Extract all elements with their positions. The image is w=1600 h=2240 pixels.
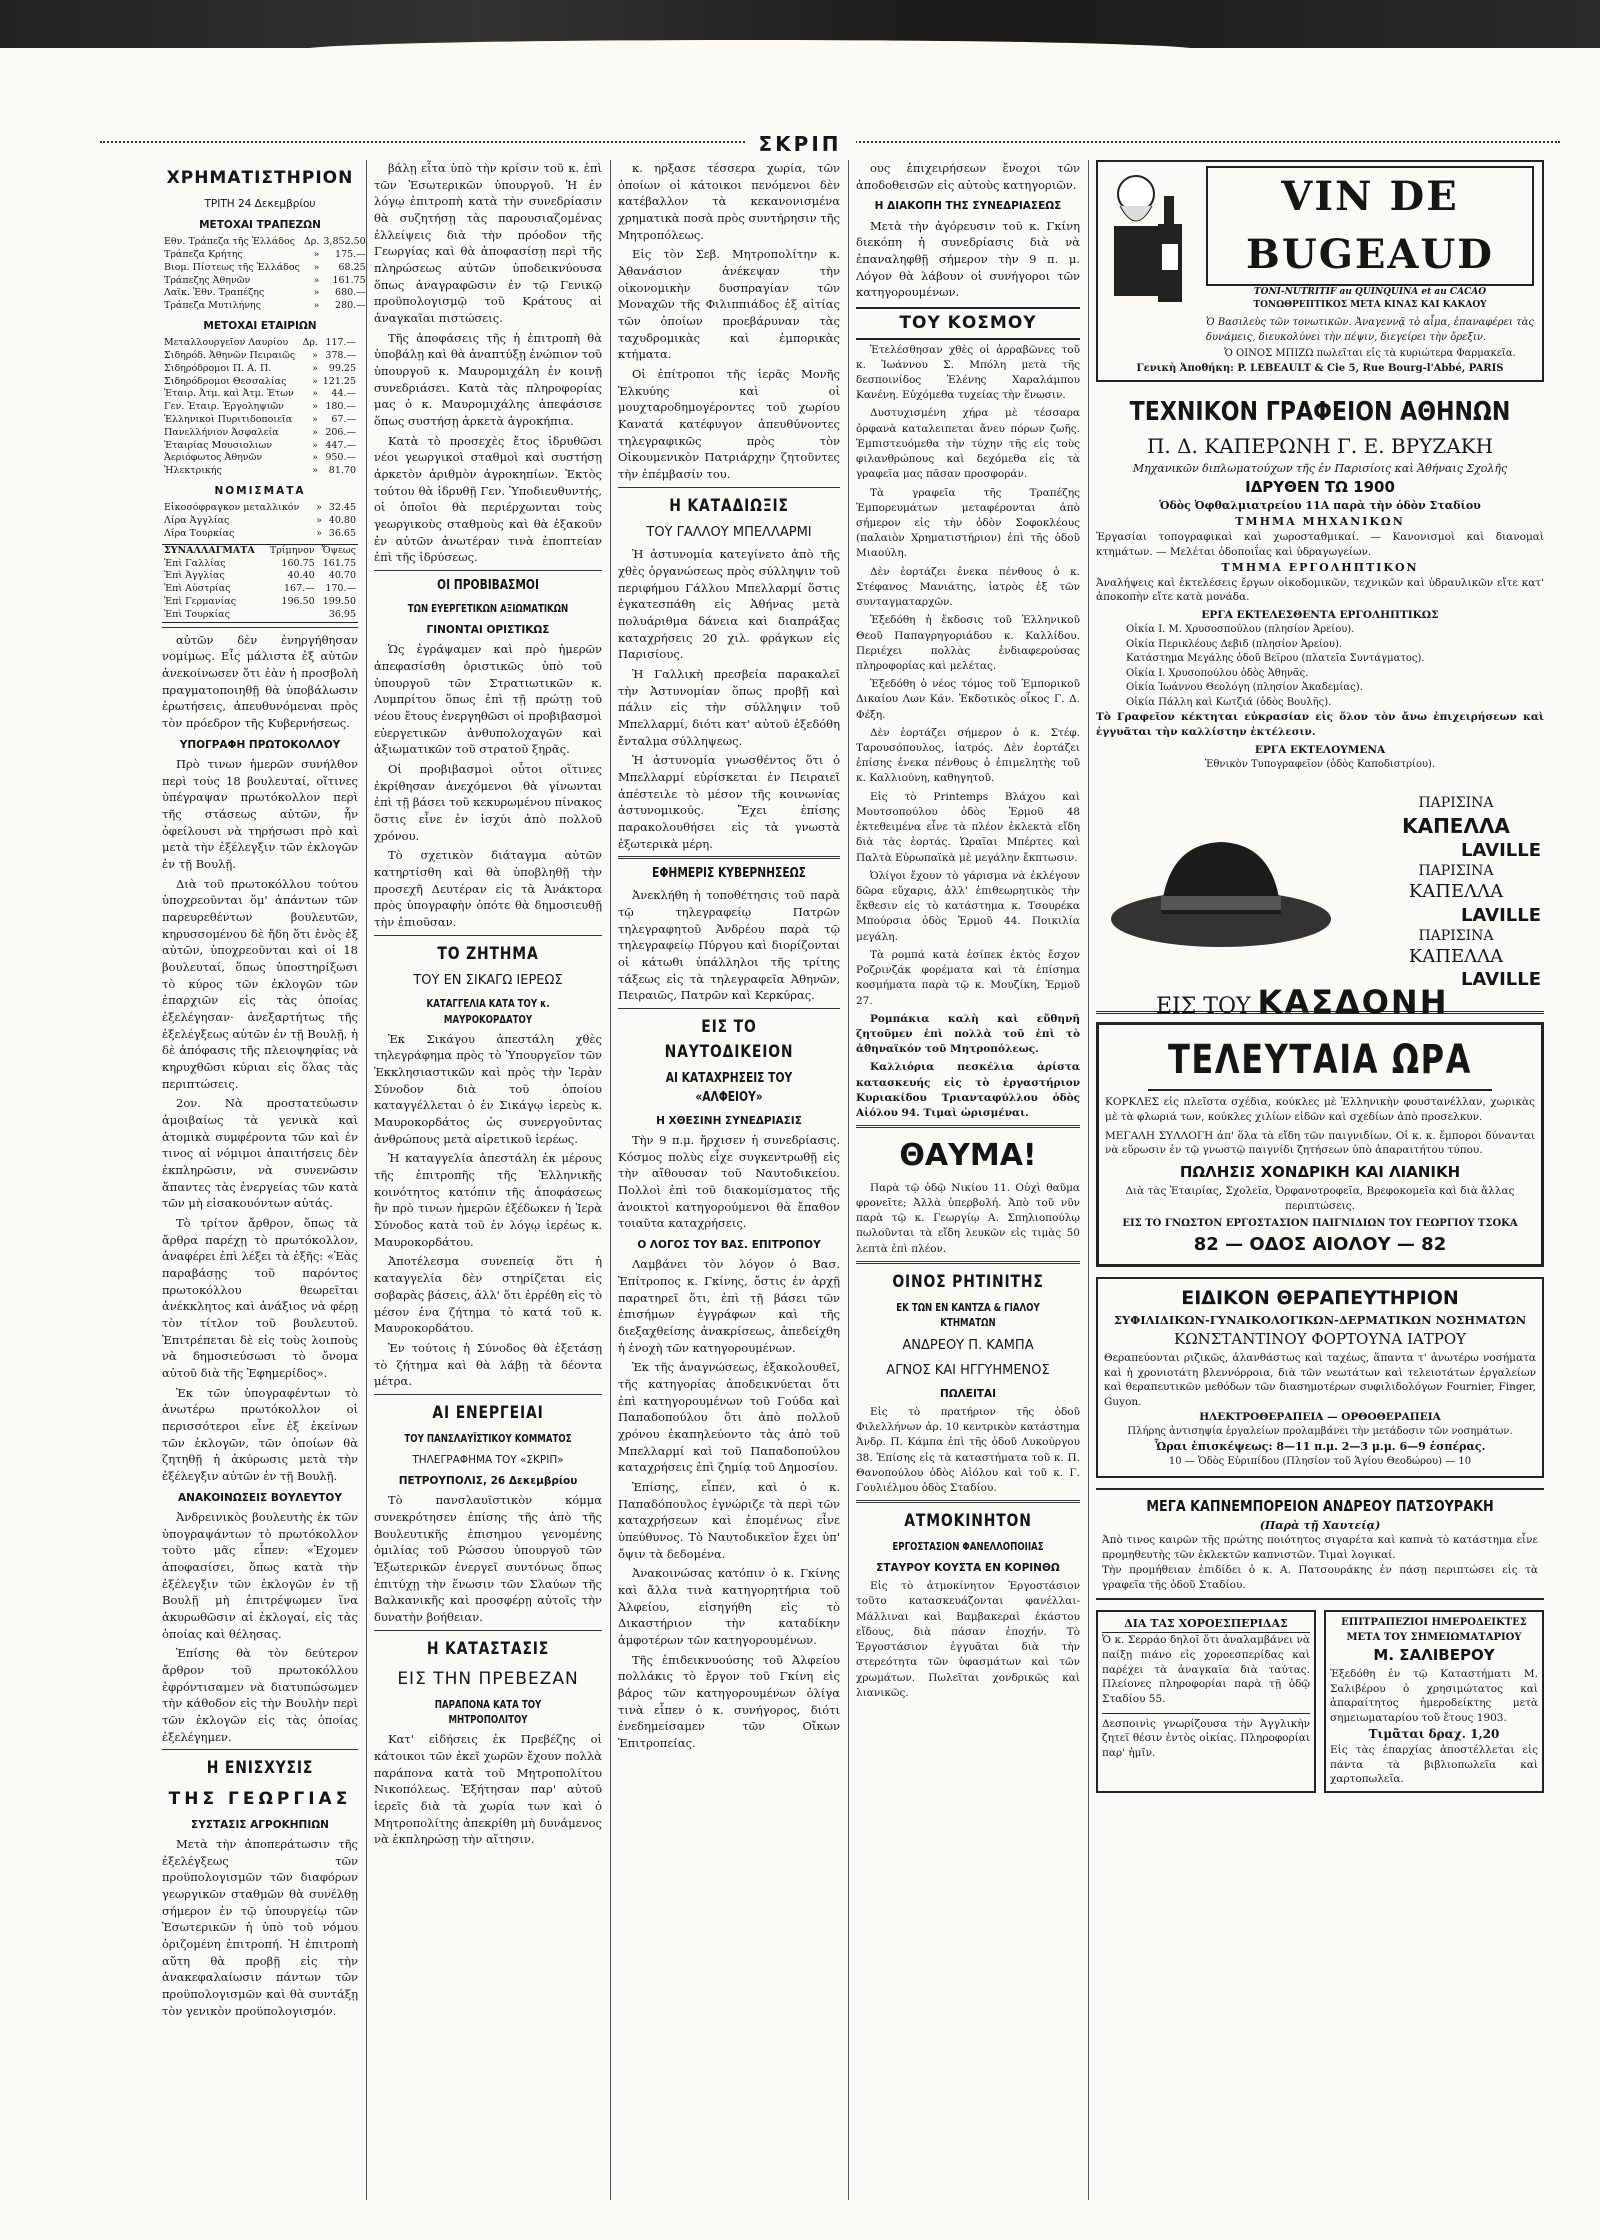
tech-work-item: Οἰκία Ἰωάννου Θεολόγη (πλησίον Ἀκαδεμίας). <box>1126 682 1363 694</box>
tech-works-title: ΕΡΓΑ ΕΚΤΕΛΕΣΘΕΝΤΑ ΕΡΓΟΛΗΠΤΙΚΩΣ <box>1201 609 1439 622</box>
company-row <box>162 452 358 465</box>
last-hour-ad <box>1096 1022 1544 1267</box>
paragraph: Ὀλίγοι ἔχουν τὸ γάρισμα νὰ ἐκλέγουν δῶρα εὔχαρις, ἀλλ' ἐπιθεωρητικὸς τὴν ἔκθεσιν εἰς τὸ κατάστημα κ. Τσουρέκα Μπούρσια ὁδὸς Ἑρμοῦ 44. Ποικιλία μεγάλη. <box>856 869 1080 943</box>
hat-ad <box>1096 784 1544 1022</box>
bank-row-cell: Τράπεζης Ἀθηνῶν <box>164 274 251 286</box>
company-row-cell: » <box>312 375 318 387</box>
tech-work-item: Οἰκία Ι. Μ. Χρυσοσπούλου (πλησίον Ἀρείου). <box>1126 624 1355 636</box>
paragraph: Ἀνακοινώσας κατόπιν ὁ κ. Γκίνης καὶ ἄλλα τινὰ κατηγορητήρια τοῦ Ἀλφείου, εἰσηγήθη εἰς τὸ Δικαστήριον τὴν καταδίκην ἀμφοτέρων τῶν κατηγορουμένων. <box>618 1566 840 1648</box>
company-row-cell: Δρ. <box>302 337 318 349</box>
coin-row-cell: 40.80 <box>328 515 356 527</box>
paragraph: Ἀποτέλεσμα συνεπείᾳ ὅτι ἡ καταγγελία δὲν στηρίζεται εἰς σοβαρὰς βάσεις, ἀλλ' ὅτι ἐρρέθη εἰς τὸ μέσον ἐνα ζήτημα τὸ κατά τοῦ κ. Μαυροκορδάτου. <box>374 1254 602 1336</box>
company-row-cell: » <box>312 349 318 361</box>
fx-row-cell: Ἐπὶ Γερμανίας <box>164 596 237 608</box>
coin-row-cell: » <box>316 502 323 514</box>
hat-line-2b: ΚΑΠΕΛΛΑ <box>1408 881 1504 903</box>
calendar-name: Μ. ΣΑΛΙΒΕΡΟΥ <box>1373 1646 1495 1665</box>
calendar-price: Τιμᾶται δραχ. 1,20 <box>1368 1726 1500 1741</box>
fx-row-cell: 40.40 <box>287 570 315 582</box>
paragraph: 2ον. Νὰ προστατεύωσιν ἀμοιβαίως τὰ γενικὰ καὶ ἀτομικὰ συμφέροντα τῶν καὶ ἐν τινος αἱ νόμιμοι ἀπαιτήσεις δὲν ἐκπληρῶσιν, νὰ συνενῶσιν ἅπαντες τὰς ἐνεργείας τῶν κατὰ τῶν μὴ εἰσακουόντων αὐτάς. <box>162 1096 358 1211</box>
tech-names: Π. Δ. ΚΑΠΕΡΩΝΗ Γ. Ε. ΒΡΥΖΑΚΗ <box>1146 433 1494 458</box>
hat-footer-2: ΚΑΣΔΟΝΗ <box>1257 983 1449 1022</box>
companies-heading: ΜΕΤΟΧΑΙ ΕΤΑΙΡΙΩΝ <box>203 319 317 332</box>
panslav-dateline: ΠΕΤΡΟΥΠΟΛΙΣ, 26 Δεκεμβρίου <box>398 1474 578 1487</box>
company-row-cell: Ἐταιρ. Ἀτμ. καὶ Ἀτμ. Ἐτων <box>164 388 294 400</box>
paragraph: Τὰ ρομπά κατὰ ἐσίπεκ ἐκτὸς ἔσχον Ροζρινζάκ φορέματα καὶ τὰ ἐπίσημα κοσμήματα παρὰ τῷ κ. Μουζίκη, Ἑρμοῦ 27. <box>856 948 1080 1007</box>
fx-row-cell: Ἐπὶ Αὐστρίας <box>164 583 231 595</box>
fx-row-cell: 196.50 <box>281 596 315 608</box>
last-hour-p1: ΚΟΡΚΛΕΣ εἰς πλεῖστα σχέδια, κούκλες μὲ Ἑλληνικὴν φουστανέλλαν, χωρικὰς μὲ τὰ φλωριά των, κούκλες χιλίων εἰδῶν καὶ σχεδίων ἀπὸ προσελκυν. <box>1105 1096 1535 1124</box>
paragraph: Ἐξεδόθη ἡ ἔκδοσις τοῦ Ἑλληνικοῦ Θεοῦ Παπαγρηγοριάδου κ. Καλλίδου. Περιέχει πολλὰς ἐνδιαφερούσας πληροφορίας καὶ μελέτας. <box>856 614 1080 672</box>
company-row-cell: 44.— <box>331 388 356 400</box>
bank-row <box>162 262 368 275</box>
clinic-electro-text: Πλήρης ἀντισηψία ἐργαλείων προλαμβάνει τὴν μετάδοσιν τῶν νοσημάτων. <box>1127 1425 1513 1437</box>
bank-row <box>162 275 368 288</box>
bank-row <box>162 287 368 300</box>
paragraph: Ἀνδρεινικὸς βουλευτὴς ἐκ τῶν ὑπογραψάντων τὸ πρωτόκολλον τοῦτο μᾶς εἶπεν: «Ἐχομεν ἀποφασίσει, ὅπως κατὰ τὴν ἐξέλεγξιν τῶν ἐκλογῶν ἐν τῇ Βουλῇ μὴ ἐπιτρέψωμεν ἵνα ἀκυρωθῶσιν αἱ ἐκλογαί, εἰς τὰς ὁποίας καὶ θέλησας. <box>162 1510 358 1641</box>
bank-row-cell: 680.— <box>335 287 366 299</box>
hat-line-1b: ΠΑΡΙΣΙΝΑ <box>1418 862 1494 879</box>
paragraph: Διὰ τοῦ πρωτοκόλλου τούτου ὑποχρεοῦνται ὅμ' ἀπάντων τῶν παρευρεθέντων βουλευτῶν, κηρυσσομένου δὲ ἤδη ὅτι ἐνὸς ἐξ αὐτῶν, ὑποχρεοῦνται καὶ οἱ 18 βουλευταί, ὅπως ὑποστηρίξωσι τὸ κύρος τῶν ἐκλογῶν τῶν ἐπαρχιῶν εἰς τὰς ὁποίας ἐξελέγησαν· ἀνεξαρτήτως τῆς ἐξελέγξεως αὐτῶν ἐν τῇ Βουλῇ, ἡ δὲ ἀπόφασις τῆς πλειοψηφίας νὰ κηρυχθῶσι κύριαι εἰς ὅλας τὰς περιπτώσεις. <box>162 876 358 1091</box>
paragraph: βάλῃ εἶτα ὑπὸ τὴν κρίσιν τοῦ κ. ἐπὶ τῶν Ἐσωτερικῶν ὑπουργοῦ. Ἡ ἐν λόγῳ ἐπιτροπὴ κατὰ τὴν συνεδρίασιν θὰ συζητήσῃ τὰς παρουσιαζομένας ἐλλείψεις διὰ τὴν πρόοδον τῆς Γεωργίας καὶ θὰ ἀποφασίσῃ περὶ τῆς πληρώσεως αὐτῶν ὑποδεικνύουσα ὅπως ἀναγραφῶσιν ἐν τῷ Γενικῷ προϋπολογισμῷ τοῦ Κράτους αἱ ἀναγκαῖαι πιστώσεις. <box>374 161 602 326</box>
company-row-cell: 117.— <box>325 337 356 349</box>
coin-row <box>162 528 358 541</box>
paragraph: Κατὰ τὸ προσεχὲς ἔτος ἱδρυθῶσι νέοι γεωργικοὶ σταθμοὶ καὶ συστήσῃ ἀρκετὸν ἀριθμὸν ἀγροκηπίων. Ἐκτὸς τούτου θὰ ἱδρυθῇ Γεν. Ὑποδιευθυντής, οἱ ὁποῖοι θὰ περιέρχωνται τοὺς γεωργικοὺς σταθμοὺς καὶ θὰ ἐξακοῦν ἐν αὐτῶν ἀνωτέραν τινὰ ἐποπτείαν ἐπὶ τῆς ἱδρύσεως. <box>374 433 602 565</box>
company-row-cell: Ἠλεκτρικής <box>164 465 222 477</box>
paragraph: Ἡ ἀστυνομία κατεγίνετο ἀπὸ τῆς χθὲς ὀργανώσεως πρὸς σύλληψιν τοῦ περιφήμου Γάλλου Μπελλαρμί ὅστις ἐγκατεσπάθη εἰς Ἀθήνας μετὰ πολυάριθμα δάνεια καὶ διαπράξας καταχρήσεις 20 χιλ. φράγκων εἰς Παρισίους. <box>618 547 840 662</box>
vin-agents: Γενικὴ Ἀποθήκη: P. LEBEAULT & Cie 5, Rue Bourg-l'Abbé, PARIS <box>1136 362 1504 374</box>
tobacco-text-2: Τὴν προμήθειαν ἐπιδίδει ὁ κ. Α. Πατσουράκης ἐν πάσῃ περιπτώσει εἰς τὰ γραφεῖα τῆς ὁδοῦ Σταδίου. <box>1102 1563 1538 1591</box>
bank-row-cell: 3,852.50 <box>323 236 366 248</box>
tech-section-1-text: Ἐργασίαι τοπογραφικαὶ καὶ χωροσταθμικαί. — Κανονισμοὶ καὶ διανομαὶ κτημάτων. — Μελέται ὁδοποιΐας καὶ ὑδραγωγείων. <box>1096 531 1544 559</box>
paragraph: Οἱ προβιβασμοὶ οὗτοι οἵτινες ἐκρίθησαν ἀνεχόμενοι θὰ γίνωνται ἐπὶ τῇ βάσει τοῦ κεκυρωμένου πίνακος ὅστις εἶνε ἐν ἰσχύι ἀπὸ πολλοῦ χρόνου. <box>374 762 602 843</box>
banks-table <box>162 236 368 313</box>
chase-heading-1: Η ΚΑΤΑΔΙΩΞΙΣ <box>669 495 789 516</box>
bank-row-cell: » <box>313 274 320 286</box>
tech-work-item: Οἰκία Πάλλη καὶ Κωτζιά (ὁδὸς Βουλῆς). <box>1126 696 1332 708</box>
last-hour-factory: ΕΙΣ ΤΟ ΓΝΩΣΤΟΝ ΕΡΓΟΣΤΑΣΙΟΝ ΠΑΙΓΝΙΔΙΩΝ ΤΟΥ ΓΕΩΡΓΙΟΥ ΤΣΟΚΑ <box>1122 1218 1518 1230</box>
paragraph: Ἐκ τῶν ὑπογραφέντων τὸ ἀνωτέρω πρωτόκολλον οἱ περισσότεροι εἶνε ἐξ ἐκείνων τῶν ἐκλογῶν, τῶν ὁποίων θὰ ζητηθῇ ἡ ἀκύρωσις μετὰ τὴν ἐξέλεγξιν αὐτῶν ἐν τῇ Βουλῇ. <box>162 1385 358 1484</box>
paragraph: Ἐπίσης θὰ τὸν δεύτερον ἄρθρον τοῦ πρωτοκόλλου ἐφρόντισαμεν νὰ διατυπώσωμεν τὴν κάθοδον εἰς τὴν Βουλὴν περὶ τῶν ἐκλογῶν εἰς τὰς ὁποίας ἐξελέγημεν. <box>162 1646 358 1744</box>
paragraph: Δὲν ἑορτάζει ἐνεκα πένθους ὁ κ. Στέφανος Μανιάτης, ἰατρὸς ἐξ τῶν συνταγματαρχῶν. <box>856 565 1080 609</box>
dance-title: ΔΙΑ ΤΑΣ ΧΟΡΟΕΣΠΕΡΙΔΑΣ <box>1102 1616 1310 1633</box>
priest-heading-3: ΚΑΤΑΓΓΕΛΙΑ ΚΑΤΑ ΤΟΥ κ. ΜΑΥΡΟΚΟΡΔΑΤΟΥ <box>426 998 550 1026</box>
clinic-ad <box>1096 1277 1544 1478</box>
clinic-doctor: ΚΩΝΣΤΑΝΤΙΝΟΥ ΦΟΡΤΟΥΝΑ ΙΑΤΡΟΥ <box>1173 1330 1467 1349</box>
fx-row-cell: 40.70 <box>328 570 356 582</box>
naval-court-heading-1: ΕΙΣ ΤΟ ΝΑΥΤΟΔΙΚΕΙΟΝ <box>664 1016 794 1062</box>
miracle-ad-heading: ΘΑΥΜΑ! <box>899 1138 1037 1174</box>
column-rule <box>1088 160 1089 2200</box>
company-row <box>162 401 358 414</box>
bank-row-cell: 175.— <box>335 248 366 260</box>
vin-title: VIN DE BUGEAUD <box>1206 166 1534 286</box>
paragraph: Μετὰ τὴν ἀγόρευσιν τοῦ κ. Γκίνη διεκόπη ἡ συνεδρίασις διὰ νὰ ἐπαναληφθῇ σήμερον τὴν 9 π. μ. Λόγον θὰ λάβουν οἱ συνήγοροι τῶν κατηγορουμένων. <box>856 218 1080 300</box>
paper-name: ΣΚΡΙΠ <box>745 132 856 156</box>
promotions-heading-3: ΓΙΝΟΝΤΑΙ ΟΡΙΣΤΙΚΩΣ <box>426 624 550 637</box>
hat-line-2c: ΚΑΠΕΛΛΑ <box>1408 946 1504 968</box>
calendar-title-1: ΕΠΙΤΡΑΠΕΖΙΟΙ ΗΜΕΡΟΔΕΙΚΤΕΣ <box>1341 1617 1527 1629</box>
company-row <box>162 337 358 350</box>
priest-heading-1: ΤΟ ΖΗΤΗΜΑ <box>437 943 539 964</box>
bank-row-cell: Τράπεζα Μυτιλήνης <box>164 300 262 312</box>
fx-row-cell: 160.75 <box>281 557 315 569</box>
tech-title: ΤΕΧΝΙΚΟΝ ΓΡΑΦΕΙΟΝ ΑΘΗΝΩΝ <box>1129 397 1511 428</box>
masthead <box>0 132 1600 156</box>
hat-line-3: LAVILLE <box>1460 839 1541 861</box>
fx-row-cell: 161.75 <box>322 557 356 569</box>
company-row-cell: Ἀεριόφωτος Ἀθηνῶν <box>164 452 263 464</box>
paragraph: Ἡ ἀστυνομία γνωσθέντος ὅτι ὁ Μπελλαρμί εὑρίσκεται ἐν Πειραιεῖ ἀπέστειλε τὸ μέσον τῆς κοινωνίας ἀστυνομικούς. Ἔχει ἐπίσης παρακολουθήσει εἰς τὰ γνωστὰ ἐξωτερικὰ μέρη. <box>618 753 840 851</box>
prosecutor-heading: Ο ΛΟΓΟΣ ΤΟΥ ΒΑΣ. ΕΠΙΤΡΟΠΟΥ <box>637 1239 821 1252</box>
clinic-text: Θεραπεύονται ριζικῶς, ἀλανθάστως καὶ ταχέως, ἅπαντα τ' ἀνωτέρω νοσήματα καὶ ἡ χρονιοτάτη βλεννόρροια, διὰ τῶν νεωτάτων καὶ τελειοτάτων ἐργαλείων καὶ θεραπευτικῶν μεθόδων τῶν διασημοτέρων συφιλιδολόγων Fournier, Finger, Guyon. <box>1104 1351 1536 1408</box>
bank-row-cell: Τράπεζα Κρήτης <box>164 248 243 260</box>
tobacco-ad <box>1096 1488 1544 1600</box>
promotions-heading-2: ΤΩΝ ΕΥΕΡΓΕΤΙΚΩΝ ΑΞΙΩΜΑΤΙΚΩΝ <box>407 602 569 615</box>
bank-row-cell: Λαϊκ. Ἐθν. Τραπέζης <box>164 287 265 299</box>
preveza-heading-2: ΕΙΣ ΤΗΝ ΠΡΕΒΕΖΑΝ <box>397 1669 579 1690</box>
hat-footer-1: ΕΙΣ ΤΟΥ <box>1156 994 1251 1020</box>
hat-line-3b: LAVILLE <box>1460 904 1541 926</box>
company-row <box>162 376 358 389</box>
company-row-cell: Πανελλήνιον Ἀσφαλεία <box>164 426 279 438</box>
society-heading: ΤΟΥ ΚΟΣΜΟΥ <box>856 307 1080 340</box>
bank-row <box>162 300 368 313</box>
fx-row-cell <box>264 609 317 622</box>
clinic-title: ΕΙΔΙΚΟΝ ΘΕΡΑΠΕΥΤΗΡΙΟΝ <box>1181 1286 1459 1309</box>
vin-text: Ὁ Βασιλεὺς τῶν τονωτικῶν. Ἀναγεννᾷ τὸ αἷμα, ἐπαναφέρει τὰς δυνάμεις, διευκολύνει τὴν πέψιν, διεγείρει τὴν ὄρεξιν. <box>1206 317 1534 343</box>
panslav-heading-3: ΤΗΛΕΓΡΑΦΗΜΑ ΤΟΥ «ΣΚΡΙΠ» <box>412 1453 564 1466</box>
hat-line-3c: LAVILLE <box>1460 969 1541 991</box>
vin-subtitle-fr: TONI-NUTRITIF au QUINQUINA et au CACAO <box>1253 287 1487 297</box>
bank-row-cell: 161.75 <box>332 274 366 286</box>
preveza-heading-1: Η ΚΑΤΑΣΤΑΣΙΣ <box>426 1638 550 1659</box>
fx-row-cell: 170.— <box>325 583 356 595</box>
paragraph: Εἰς τὸν Σεβ. Μητροπολίτην κ. Ἀθανάσιον ἀνέκεψαν τὴν οἰκονομικὴν δυσπραγίαν τῶν Μοναχῶν τῆς Φιλιππιάδος ἐξ αἰτίας τῶν ὁποίων προεβάρυναν τὰς ταχυδρομικὰς καὶ ἐμπορικὰς κτήματα. <box>618 247 840 362</box>
bank-row-cell: » <box>313 248 320 260</box>
last-hour-address: 82 — ΟΔΟΣ ΑΙΟΛΟΥ — 82 <box>1193 1233 1447 1255</box>
bank-row-cell: » <box>313 261 320 273</box>
bank-row <box>162 236 368 249</box>
company-row-cell: 950.— <box>325 452 356 464</box>
paragraph: Κατ' εἰδήσεις ἐκ Πρεβέζης οἱ κάτοικοι τῶν ἐκεῖ χωρῶν ἔχουν πολλὰ παράπονα κατὰ τοῦ Μητροπολίτου Νικοπόλεως. Ἐξήτησαν παρ' αὐτοῦ ἱερεῖς διὰ τὰ χωρία των καὶ ὁ Μητροπολίτης ἀπεκρίθη μὴ δυνάμενος νὰ ἐκπληρώσῃ τὴν αἴτησιν. <box>374 1732 602 1847</box>
bank-row-cell: 68.25 <box>338 261 366 273</box>
vin-bugeaud-ad <box>1096 160 1544 382</box>
announce-heading: ΑΝΑΚΟΙΝΩΣΕΙΣ ΒΟΥΛΕΥΤΟΥ <box>178 1491 342 1504</box>
coin-row-cell: » <box>316 515 323 527</box>
panslav-heading-2: ΤΟΥ ΠΑΝΣΛΑΥΪΣΤΙΚΟΥ ΚΟΜΜΑΤΟΣ <box>404 1432 572 1445</box>
paragraph: κ. ηρξασε τέσσερα χωρία, τῶν ὁποίων οἱ κάτοικοι πενόμενοι δὲν κατέβαλλον τὰ κεκανονισμένα χρηματικὰ ποσὰ πρὸς συντήρησιν τῆς Μητροπόλεως. <box>618 161 840 242</box>
exchange-date: ΤΡΙΤΗ 24 Δεκεμβρίου <box>204 197 316 210</box>
company-row-cell: » <box>312 465 318 477</box>
company-row-cell: » <box>312 426 318 438</box>
tech-works-list <box>1096 623 1544 710</box>
tech-exec-title: ΕΡΓΑ ΕΚΤΕΛΟΥΜΕΝΑ <box>1254 743 1386 756</box>
company-row-cell: 99.25 <box>328 362 356 374</box>
stock-exchange-heading: ΧΡΗΜΑΤΙΣΤΗΡΙΟΝ <box>166 168 354 188</box>
fx-header-sight: Ὄψεως <box>321 544 356 556</box>
last-hour-title: ΤΕΛΕΥΤΑΙΑ ΩΡΑ <box>1148 1031 1492 1091</box>
protocol-heading: ΥΠΟΓΡΑΦΗ ΠΡΩΤΟΚΟΛΛΟΥ <box>179 738 341 751</box>
wine-ad-heading-3: ΑΝΔΡΕΟΥ Π. ΚΑΜΠΑ <box>902 1337 1034 1353</box>
clinic-hours: Ὧραι ἐπισκέψεως: 8—11 π.μ. 2—3 μ.μ. 6—9 ἑσπέρας. <box>1154 1440 1486 1454</box>
georgia-heading-1: Η ΕΝΙΣΧΥΣΙΣ <box>206 1758 314 1779</box>
panslav-heading-1: ΑΙ ΕΝΕΡΓΕΙΑΙ <box>432 1402 544 1423</box>
paragraph: Ἐν τούτοις ἡ Σύνοδος θὰ ἐξετάσῃ τὸ ζήτημα καὶ θὰ λάβῃ τὰ δέοντα μέτρα. <box>374 1340 602 1389</box>
fx-table <box>162 544 358 623</box>
paragraph: Παρὰ τῷ ὁδῷ Νικίου 11. Οὐχὶ θαῦμα φρονεῖτε; Ἀλλὰ ὑπερβολή. Ἀπὸ τοῦ νῦν παρὰ τῷ κ. Γεωργίῳ Α. Σπηλιοπούλῳ πωλοῦνται τὰ εἴδη λευκῶν εἰς τιμὰς 50 λεπτὰ ἐπὶ πλέον. <box>856 1181 1080 1255</box>
company-row-cell: Σιδηρόδ. Ἀθηνῶν Πειραιῶς <box>164 349 296 361</box>
fx-row <box>162 570 358 583</box>
company-row <box>162 388 358 401</box>
paragraph: Τὴν 9 π.μ. ἤρχισεν ἡ συνεδρίασις. Κόσμος πολὺς εἶχε συγκεντρωθῇ εἰς τὴν αἴθουσαν τοῦ Ναυτοδικείου. Πολλοὶ ἐπὶ τοῦ διακομίσματος τῆς ἀνοικτοὶ κατηγορούμενοι θὰ ἔπαθον τοιαῦτα καταχρήσεις. <box>618 1133 840 1231</box>
wine-ad-heading-2: ΕΚ ΤΩΝ ΕΝ ΚΑΝΤΖΑ & ΓΙΑΛΟΥ ΚΤΗΜΑΤΩΝ <box>896 1301 1040 1329</box>
paragraph: Ρομπάκια καλὴ καὶ εὔθηνῆ ζητοῦμεν ἐπὶ πολλὰ τοῦ ἐπὶ τὸ ἀθηναϊκόν τοῦ Μητροπόλεως. <box>856 1012 1080 1056</box>
paragraph: Τὰ γραφεῖα τῆς Τραπέζης Ἐμπορευμάτων μεταφέρονται ἀπὸ σήμερον εἰς τὴν ὁδὸν Σοφοκλέους (παλαιὸν Χρηματιστήριον) ἐπὶ τῆς ὁδοῦ Μιαούλη. <box>856 486 1080 560</box>
paragraph: Τὸ πανσλαυϊστικὸν κόμμα συνεκρότησεν ἐπίσης τῆς ἀπὸ τῆς Βουλευτικῆς ἐπισημου γενομένης ὁμιλίας τοῦ Ρώσσου ὑπουργοῦ τῶν Ἐξωτερικῶν ἐνεργεῖ συντόνως ὅπως ἐπιτύχῃ τὴν ἕνωσιν τῶν Σλαύων τῆς Βαλκανικῆς καὶ προσφέρῃ αὐτοῖς τὴν δυνατὴν βοήθειαν. <box>374 1493 602 1624</box>
tech-grad: Μηχανικῶν διπλωματούχων τῆς ἐν Παρισίοις καὶ Ἀθήναις Σχολῆς <box>1132 461 1508 475</box>
company-row-cell: 378.— <box>325 349 356 361</box>
company-row-cell: » <box>312 362 318 374</box>
chase-heading-2: ΤΟΥ ΓΑΛΛΟΥ ΜΠΕΛΛΑΡΜΙ <box>646 525 812 541</box>
paragraph: Εἰς τὸ ἀτμοκίνητον Ἐργοστάσιον τοῦτο κατασκευάζονται φανέλλαι-Μάλλιναι καὶ Βαμβακεραὶ ἐκάστου εἴδους, διὰ πάσαν ἐποχήν. Τὸ Ἐργοστάσιον ἐγγυᾶται διὰ τὴν στερεότητα τῶν ὑφασμάτων καὶ τῶν χρωμάτων. Πωλεῖται χονδρικῶς καὶ λιανικῶς. <box>856 1580 1080 1699</box>
tobacco-title: ΜΕΓΑ ΚΑΠΝΕΜΠΟΡΕΙΟΝ ΑΝΔΡΕΟΥ ΠΑΤΣΟΥΡΑΚΗ <box>1146 1496 1494 1515</box>
coins-table <box>162 502 358 540</box>
company-row-cell: Ἐταιρίας Μουσιολιων <box>164 439 272 451</box>
column-3 <box>618 160 840 2200</box>
hat-icon <box>1106 824 1336 954</box>
paragraph: ους ἐπιχειρήσεων ἔνοχοι τῶν ἀποδοθεισῶν εἰς αὐτοὺς κατηγοριῶν. <box>856 161 1080 192</box>
bank-row-cell: Βιομ. Πίστεως τῆς Ἑλλάδος <box>164 261 300 273</box>
tech-closing: Τὸ Γραφεῖον κέκτηται εὐκρασίαν εἰς ὅλον τὸν ἄνω ἐπιχειρήσεων καὶ ἐγγυᾶται τὴν καλλίστην ἐκτέλεσιν. <box>1096 711 1544 738</box>
tobacco-text: Ἀπὸ τινος καιρῶν τῆς πρώτης ποιότητος σιγαρέτα καὶ καπνὰ τὸ κατάστημα εἶνε προμηθευτὴς τῶν ἐκλεκτῶν καπνιστῶν. Τιμαὶ λογικαί. <box>1102 1534 1538 1562</box>
fx-row-cell: Ἐπὶ Ἀγγλίας <box>164 570 225 582</box>
priest-heading-2: ΤΟΥ ΕΝ ΣΙΚΑΓΩ ΙΕΡΕΩΣ <box>413 973 563 989</box>
coin-row-cell: 32.45 <box>328 502 356 514</box>
company-row-cell: » <box>312 439 318 451</box>
hat-line-2: ΚΑΠΕΛΛΑ <box>1402 813 1510 838</box>
coins-heading: ΝΟΜΙΣΜΑΤΑ <box>214 485 306 498</box>
naval-court-heading-2: ΑΙ ΚΑΤΑΧΡΗΣΕΙΣ ΤΟΥ «ΑΛΦΕΙΟΥ» <box>665 1071 793 1106</box>
dance-text: Ὁ κ. Σερράο δηλοῖ ὅτι ἀναλαμβάνει νὰ παίξῃ πιάνο εἰς χοροεσπερίδας καὶ παρέχει τὰ ἀναγκαῖα διὰ ταύτας. Πλείονες πληροφορίαι παρὰ τῇ ὁδῷ Σταδίου 55. <box>1102 1634 1310 1705</box>
wine-ad-heading-5: ΠΩΛΕΙΤΑΙ <box>939 1387 997 1400</box>
coin-row-cell: » <box>316 527 323 539</box>
column-rule <box>848 160 849 2200</box>
fx-row-cell: Ἐπὶ Τουρκίας <box>164 608 230 620</box>
scan-dark-edge-mask <box>300 40 1200 60</box>
calendar-text: Ἐξεδόθη ἐν τῷ Καταστήματι Μ. Σαλιβέρου ὁ χρησιμώτατος καὶ ἀπαραίτητος ἡμεροδείκτης μετὰ σημειωματαρίου τοῦ ἔτους 1903. <box>1330 1667 1538 1724</box>
paragraph: Ἡ Γαλλικὴ πρεσβεία παρακαλεῖ τὴν Ἀστυνομίαν ὅπως προβῇ καὶ πάλιν εἰς τὴν σύλληψιν τοῦ Μπελλαρμί, διότι κατ' αὐτοῦ ἐξεδόθη ἔνταλμα σύλληψεως. <box>618 666 840 748</box>
fx-row <box>162 609 358 622</box>
paragraph: Τῆς ἀποφάσεις τῆς ἡ ἐπιτροπὴ θὰ ὑποβάλῃ καὶ θὰ ἀναπτύξῃ ἐνώπιον τοῦ ὑπουργοῦ κ. Μαυρομιχάλη ἐν κοινῇ συνεδριάσει. Κατὰ τὰς πληροφορίας μας ὁ κ. Μαυρομιχάλης ἀπεφάσισε ὅπως συστήσῃ ἀρκετὰ ἀγροκήπια. <box>374 330 602 429</box>
paragraph: Τὸ σχετικὸν διάταγμα αὐτῶν κατηρτίσθη καὶ θὰ ὑποβληθῇ τὴν προσεχῆ Δευτέραν εἰς τὰ Ἀνάκτορα πρὸς ὑπογραφὴν ὁπότε θὰ δημοσιευθῇ τὴν ἐπιοῦσαν. <box>374 848 602 930</box>
company-row-cell: 206.— <box>325 426 356 438</box>
technical-office-ad <box>1096 392 1544 774</box>
wine-ad-heading-1: ΟΙΝΟΣ ΡΗΤΙΝΙΤΗΣ <box>892 1271 1044 1292</box>
column-4 <box>856 160 1080 2200</box>
bank-row <box>162 249 368 262</box>
paragraph: Ἐξεδόθη ὁ νέος τόμος τοῦ Ἐμπορικοῦ Δικαίου Λων Κάν. Ἐκδοτικὸς οἶκος Γ. Δ. Φέξη. <box>856 678 1080 721</box>
fx-row-cell: 167.— <box>284 583 315 595</box>
paragraph: Τῆς ἐπιδεικνυούσης τοῦ Ἀλφείου πολλάκις τὸ ἔργον τοῦ Γκίνη εἰς βάρος τῶν κατηγορουμένων ὀλίγα τινὰ εἶπεν ὁ κ. συνήγορος, διότι ἐνεδημείσαμεν τῶν Οἴκων Ἑπιτροπείας. <box>618 1652 840 1751</box>
fx-row <box>162 583 358 596</box>
coin-row <box>162 502 358 515</box>
bank-row-cell: Δρ. <box>303 236 320 248</box>
clinic-address: 10 — Ὁδὸς Εὐριπίδου (Πλησίον τοῦ Ἁγίου Θεοδώρου) — 10 <box>1168 1456 1472 1468</box>
calendar-ad <box>1324 1610 1544 1793</box>
gazette-heading: ΕΦΗΜΕΡΙΣ ΚΥΒΕΡΝΗΣΕΩΣ <box>652 866 806 882</box>
georgia-heading-3: ΣΥΣΤΑΣΙΣ ΑΓΡΟΚΗΠΙΩΝ <box>191 1818 329 1831</box>
clinic-electro: ΗΛΕΚΤΡΟΘΕΡΑΠΕΙΑ — ΟΡΘΟΘΕΡΑΠΕΙΑ <box>1199 1410 1441 1423</box>
company-row-cell: Σιδηρόδρομοι Π. Α. Π. <box>164 362 272 374</box>
tech-section-2: ΤΜΗΜΑ ΕΡΓΟΛΗΠΤΙΚΟΝ <box>1221 560 1419 574</box>
hat-line-1c: ΠΑΡΙΣΙΝΑ <box>1418 927 1494 944</box>
last-hour-sell-text: Διὰ τὰς Ἑταιρίας, Σχολεῖα, Ὀρφανοτροφεῖα, Βρεφοκομεῖα καὶ διὰ ἄλλας περιπτώσεις. <box>1125 1184 1515 1213</box>
preveza-heading-3: ΠΑΡΑΠΟΝΑ ΚΑΤΑ ΤΟΥ ΜΗΤΡΟΠΟΛΙΤΟΥ <box>434 1698 542 1727</box>
paragraph: Δὲν ἑορτάζει σήμερον ὁ κ. Στέφ. Ταρουσόπουλος, ἰατρός. Δὲν ἑορτάζει ἐπίσης ἐνεκα πένθους ὁ ἐπιμελητὴς τοῦ κ. Καλλιούνη, καθηγητοῦ. <box>856 726 1080 785</box>
factory-ad-heading-2: ΕΡΓΟΣΤΑΣΙΟΝ ΦΑΝΕΛΛΟΠΟΙΙΑΣ <box>892 1540 1044 1553</box>
company-row <box>162 414 358 427</box>
paragraph: Πρὸ τινων ἡμερῶν συνήλθον περὶ τοὺς 18 βουλευταί, οἵτινες ὑπέγραψαν πρωτόκολλον περὶ τῆς στάσεως αὐτῶν, ἧν ὀφείλουσι νὰ τηρήσωσι πρὸ καὶ μετὰ τὴν ἐξέλεγξιν τῶν ἐκλογῶν ἐν τῇ Βουλῇ. <box>162 756 358 871</box>
paragraph: Ἑτελέσθησαν χθὲς οἱ ἀρραβῶνες τοῦ κ. Ἰωάννου Σ. Μπόλη μετὰ τῆς δεσποινίδος Ἑλένης Χαραλάμπου Κανένη. Εὐχόμεθα τυχείας τὴν ἕνωσιν. <box>856 343 1080 402</box>
column-rule <box>610 160 611 2200</box>
adjournment-heading: Η ΔΙΑΚΟΠΗ ΤΗΣ ΣΥΝΕΔΡΙΑΣΕΩΣ <box>874 200 1062 213</box>
coin-row-cell: 36.65 <box>328 527 356 539</box>
bank-row-cell: Εθν. Τράπεζα τῆς Ἑλλάδος <box>164 236 296 248</box>
company-row <box>162 350 358 363</box>
banks-heading: ΜΕΤΟΧΑΙ ΤΡΑΠΕΖΩΝ <box>199 218 321 231</box>
company-row-cell: Ἑλληνικοὶ Πυριτιδοποιεῖα <box>164 414 293 426</box>
paragraph: Καλλιόρια πεσκέλια ἀρίστα κατασκευής εἰς τὸ ἐργαστήριον Κυριακίδου Τριανταφύλλου ὁδὸς Αἰόλου 94. Τιμαὶ ὡρισμέναι. <box>856 1061 1080 1120</box>
company-row-cell: 67.— <box>331 414 356 426</box>
coin-row <box>162 515 358 528</box>
bank-row-cell: » <box>313 287 320 299</box>
clinic-subtitle: ΣΥΦΙΛΙΔΙΚΩΝ-ΓΥΝΑΙΚΟΛΟΓΙΚΩΝ-ΔΕΡΜΑΤΙΚΩΝ ΝΟΣΗΜΑΤΩΝ <box>1113 1313 1527 1328</box>
calendar-note: Εἰς τὰς ἐπαρχίας ἀποστέλλεται εἰς πάντα τὰ βιβλιοπωλεῖα καὶ χαρτοπωλεῖα. <box>1330 1744 1538 1786</box>
paragraph: Ἐκ Σικάγου ἀπεστάλη χθὲς τηλεγράφημα πρὸς τὸ Ὑπουργεῖον τῶν Ἐκκλησιαστικῶν καὶ πρὸς τὴν Ἱερὰν Σύνοδον διὰ τοῦ ὁποίου καταγγέλλεται ὁ ἐν Σικάγῳ ἱερεὺς κ. Μαυροκορδάτος ὡς συνεργοῦντας ἀνθρώπους μετὰ αἱρετικοῦ ἱερέως. <box>374 1031 602 1146</box>
company-row-cell: Μεταλλουργεῖον Λαυρίου <box>164 337 289 349</box>
company-row-cell: 121.25 <box>322 375 356 387</box>
company-row-cell: 180.— <box>325 401 356 413</box>
column-2 <box>374 160 602 2200</box>
tech-work-item: Κατάστημα Μεγάλης ὁδοῦ Βεϊρου (πλατεῖα Συντάγματος). <box>1126 653 1425 665</box>
company-row-cell: Γεν. Ἐταιρ. Ἐργοληψιῶν <box>164 401 284 413</box>
paragraph: Λαμβάνει τὸν λόγον ὁ Βασ. Ἐπίτροπος κ. Γκίνης, ὅστις ἐν ἀρχῇ παρατηρεῖ ὅτι, ἐπὶ τῇ βάσει τῶν ἐπισήμων ἐγγράφων καὶ τῆς διεξαχθείσης ἀνακρίσεως, ἀπεδείχθη ἡ ἐνοχὴ τῶν κατηγορουμένων. <box>618 1257 840 1355</box>
promotions-heading-1: ΟΙ ΠΡΟΒΙΒΑΣΜΟΙ <box>437 578 539 594</box>
bottom-note: Δεσποινὶς γνωρίζουσα τὴν Ἀγγλικὴν ζητεῖ θέσιν ἐντὸς οἰκίας. Πληροφορίαι παρ' ἡμῖν. <box>1102 1713 1310 1761</box>
georgia-heading-2: ΤΗΣ ΓΕΩΡΓΙΑΣ <box>168 1789 352 1810</box>
paragraph: Εἰς τὸ πρατήριον τῆς ὁδοῦ Φιλελλήνων ἀρ. 10 κεντρικὸν κατάστημα Ἀνδρ. Π. Κάμπα ἐπὶ τῆς ὁδοῦ Λυκούργου 38. Ἐπίσης εἰς τὰ καταστήματα τοῦ κ. Π. Θανοπούλου ὁδὸς Αἰόλου καὶ τοῦ κ. Γ. Γουλιέλμου ὁδὸς Σταδίου. <box>856 1405 1080 1494</box>
fx-row <box>162 596 358 609</box>
paragraph: Ἡ καταγγελία ἀπεστάλη ἐκ μέρους τῆς ἐπιτροπῆς τῆς Ἑλληνικῆς κοινότητος κατόπιν τῆς ἀποφάσεως ἣν πρὸ τινων ἡμερῶν ἐξέδωκεν ἡ Ἱερὰ Σύνοδος κατὰ τοῦ ἐν λόγῳ ἱερέως κ. Μαυροκορδάτου. <box>374 1151 602 1249</box>
company-row-cell: » <box>312 388 318 400</box>
coin-row-cell: Εἰκοσόφραγκον μεταλλικόν <box>164 502 300 514</box>
company-row-cell: Σιδηρόδρομοι Θεσσαλίας <box>164 375 287 387</box>
paragraph: αὐτῶν δὲν ἐνηργήθησαν νομίμως. Εἶς μάλιστα ἐξ αὐτῶν ἀνεκοίνωσεν ὅτι ἐὰν ἡ προσβολὴ πραγματοποιηθῇ θὰ ὑποβάλωσιν ἑρωτήσεις, ἀπευθυνόμεναι πρὸς τὸν πρόεδρον τῆς Κυβερνήσεως. <box>162 632 358 730</box>
vin-text-2: Ὁ ΟΙΝΟΣ ΜΠΙΖΩ πωλεῖται εἰς τὰ κυριώτερα Φαρμακεῖα. <box>1224 348 1516 360</box>
paragraph: Ἀνεκλήθη ἡ τοποθέτησις τοῦ παρὰ τῷ τηλεγραφείῳ Πατρῶν τηλεγραφητοῦ Ἀνδρέου παρὰ τῷ τηλεγραφείῳ Πύργου καὶ διορίζονται οἱ κάτωθι ὑπάλληλοι τῆς τρίτης τάξεως εἰς τὰ τηλεγραφεῖα Ἀθηνῶν, Πειραιῶς, Πατρῶν καὶ Κερκύρας. <box>618 888 840 1003</box>
company-row <box>162 440 358 453</box>
paragraph: Ἐπίσης, εἶπεν, καὶ ὁ κ. Παπαδόπουλος ἐγνώριζε τὰ περὶ τῶν καταχρήσεων καὶ ἐπομένως εἶνε ὑπεύθυνος. Τὸ Ναυτοδικεῖον ἔχει ὑπ' ὄψιν τὰ δεδομένα. <box>618 1480 840 1561</box>
fx-row-cell: 36.95 <box>328 608 356 620</box>
last-hour-sell: ΠΩΛΗΣΙΣ ΧΟΝΔΡΙΚΗ ΚΑΙ ΛΙΑΝΙΚΗ <box>1179 1163 1461 1182</box>
coin-row-cell: Λίρα Ἀγγλίας <box>164 515 230 527</box>
tech-work-item: Οἰκία Περικλέους Δεβιδ (πλησίον Ἀρείου). <box>1126 638 1343 650</box>
tech-founded: ΙΔΡΥΘΕΝ ΤΩ 1900 <box>1245 477 1395 496</box>
fx-header-term: Τρίμηνον <box>269 544 315 556</box>
bottle-icon <box>1106 166 1196 316</box>
company-row <box>162 427 358 440</box>
column-5-ads <box>1096 160 1544 2200</box>
company-row-cell: » <box>312 452 318 464</box>
vin-subtitle-gr: ΤΟΝΩΘΡΕΠΤΙΚΟΣ ΜΕΤΑ ΚΙΝΑΣ ΚΑΙ ΚΑΚΑΟΥ <box>1253 300 1487 311</box>
tech-work-item: Οἰκία Ι. Χρυσοπούλου ὁδὸς Ἀθηνᾶς. <box>1126 667 1309 679</box>
wine-ad-heading-4: ΑΓΝΟΣ ΚΑΙ ΗΓΓΥΗΜΕΝΟΣ <box>886 1362 1050 1378</box>
paragraph: Μετὰ τὴν ἀποπεράτωσιν τῆς ἐξελέγξεως τῶν προϋπολογισμῶν τῶν διαφόρων γεωργικῶν σταθμῶν θὰ συνέλθῃ σήμερον ἐν τῷ ὑπουργείῳ τῶν Ἐσωτερικῶν ἡ ὑπὸ τοῦ νόμου ὁριζομένη ἐπιτροπή. Ἡ ἐπιτροπὴ αὕτη θὰ προβῇ εἰς τὴν ἀνακεφαλαίωσιν πάντων τῶν προϋπολογισμῶν καὶ θὰ συντάξῃ τὸν γενικὸν προϋπολογισμόν. <box>162 1836 358 2018</box>
company-row <box>162 363 358 376</box>
tobacco-subtitle: (Παρὰ τῇ Χαυτείᾳ) <box>1259 1518 1381 1532</box>
company-row-cell: » <box>312 401 318 413</box>
company-row-cell: 81.70 <box>328 465 356 477</box>
naval-court-heading-3: Η ΧΘΕΣΙΝΗ ΣΥΝΕΔΡΙΑΣΙΣ <box>656 1114 802 1127</box>
paragraph: Εἰς τὸ Printemps Βλάχου καὶ Μουτσοπούλου ὁδὸς Ἑρμοῦ 48 ἐκτεθειμένα εἶνε τὰ πλέον ἐκλεκτὰ εἴδη διὰ τὰς ἑορτάς. Ὡραῖαι Μπέρτες καὶ Παλτὰ Εὐρωπαϊκὰ μὲ μεγάλην ἔκπτωσιν. <box>856 790 1080 864</box>
company-row-cell: » <box>312 414 318 426</box>
dance-ad <box>1096 1610 1316 1793</box>
column-rule <box>366 160 367 2200</box>
company-row <box>162 465 358 478</box>
bank-row-cell: 280.— <box>335 300 366 312</box>
fx-row-cell: Ἐπὶ Γαλλίας <box>164 557 226 569</box>
tech-section-2-text: Ἀναλήψεις καὶ ἐκτελέσεις ἔργων οἰκοδομικῶν, τεχνικῶν καὶ ὑδραυλικῶν εἴτε κατ' ἀποκοπὴν εἴτε κατὰ μονάδα. <box>1096 576 1544 604</box>
fx-row-cell: 199.50 <box>322 596 356 608</box>
fx-header-label: ΣΥΝΑΛΛΑΓΜΑΤΑ <box>164 544 255 556</box>
paragraph: Οἱ ἐπίτροποι τῆς ἱερᾶς Μονῆς Ἑλκυύης καὶ οἱ μουχταροδημογέροντες τοῦ χωρίου Κανατά κατέφυγον ἀπευθύνοντες τηλεγραφικῶς πρὸς τὸν Οἰκουμενικὸν Πατριάρχην ζητοῦντες τὴν ἐπέμβασίν του. <box>618 367 840 482</box>
paragraph: Ὡς ἐγράψαμεν καὶ πρὸ ἡμερῶν ἀπεφασίσθη ὁριστικῶς ὑπὸ τοῦ ὑπουργοῦ τῶν Στρατιωτικῶν κ. Λυμπρίτου ὅπως ἐπὶ τῇ πρώτῃ τοῦ νέου ἔτους ἐνεργηθῶσι οἱ προβιβασμοὶ εὐεργετικῶν ἀνθυπολοχαγῶν καὶ ἀξιωματικῶν τοῦ στρατοῦ ξηρᾶς. <box>374 642 602 757</box>
paragraph: Τὸ τρίτον ἄρθρον, ὅπως τὰ ἄρθρα παρέχῃ τὸ πρωτόκολλον, ἀναφέρει ἐπὶ λέξει τὰ ἑξῆς: «Ἐὰς παραβάσῃς τοῦ παρόντος πρωτοκόλλου θεωρεῖται ἀνέκκλητος καὶ ἀνάξιος νὰ φέρῃ τὸν τίτλον τοῦ βουλευτοῦ. Ἐπιτρέπεται δὲ εἰς τοὺς λοιποὺς νὰ δημοσιεύσωσι τὸ ὄνομα αὐτοῦ διὰ τῆς Ἐφημερίδος». <box>162 1216 358 1381</box>
tech-address: Ὁδὸς Ὀφθαλμιατρείου 11Α παρὰ τὴν ὁδὸν Σταδίου <box>1159 499 1481 513</box>
calendar-title-2: ΜΕΤΑ ΤΟΥ ΣΗΜΕΙΩΜΑΤΑΡΙΟΥ <box>1346 1631 1522 1643</box>
tech-section-1: ΤΜΗΜΑ ΜΗΧΑΝΙΚΩΝ <box>1235 515 1405 529</box>
companies-table <box>162 337 358 478</box>
column-1 <box>162 160 366 2200</box>
bank-row-cell: » <box>313 300 320 312</box>
coin-row-cell: Λίρα Τουρκίας <box>164 527 235 539</box>
fx-row <box>162 558 358 571</box>
factory-ad-heading-3: ΣΤΑΥΡΟΥ ΚΟΥΣΤΑ ΕΝ ΚΟΡΙΝΘΩ <box>876 1562 1060 1575</box>
tech-exec: Ἐθνικὸν Τυπογραφεῖον (ὁδὸς Καποδιστρίου). <box>1204 758 1436 770</box>
paragraph: Ἐκ τῆς ἀναγνώσεως, ἐξακολουθεῖ, τῆς κατηγορίας ἀποδεικνύεται ὅτι ἐπὶ κατηγορουμένων τοῦ Γούδα καὶ Παπαδοπούλου ὅτι ἀπὸ πολλοῦ χρόνου ἐκαπηλεύοντο τὰς ἀπὸ τοῦ Μπελλαρμί καὶ τοῦ Παπαδοπούλου καταχρήσεις ἐπὶ ζημίᾳ τοῦ Δημοσίου. <box>618 1360 840 1475</box>
paragraph: Δυστυχισμένη χήρα μὲ τέσσαρα ὀρφανὰ καταλειπεται ἄνευ πόρων ζωῆς. Ἐμπιστευόμεθα τὴν τύχην τῆς εἰς τοὺς φιλανθρώπους καὶ δεχόμεθα εἰς τὰ γραφεῖα μας πᾶσαν προσφοράν. <box>856 407 1080 481</box>
hat-line-1: ΠΑΡΙΣΙΝΑ <box>1418 795 1494 812</box>
factory-ad-heading-1: ΑΤΜΟΚΙΝΗΤΟΝ <box>904 1511 1032 1532</box>
company-row-cell: 447.— <box>325 439 356 451</box>
last-hour-p2: ΜΕΓΑΛΗ ΣΥΛΛΟΓΗ ἀπ' ὅλα τὰ εἴδη τῶν παιγνιδίων. Οἱ κ. κ. ἔμποροι δύνανται νὰ εὕρωσιν ἐν τῷ γνωστῷ παιγνίδι ζητήσεων ὑπὸ ἀπαραιτήτου τύπου. <box>1105 1129 1535 1157</box>
